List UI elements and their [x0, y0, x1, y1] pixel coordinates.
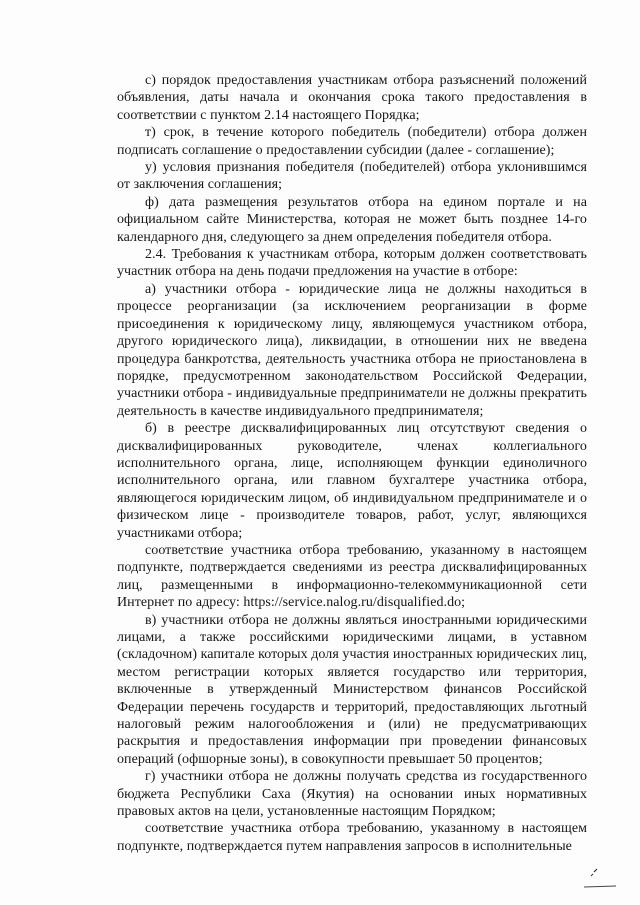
paragraph: т) срок, в течение которого победитель (победители) отбора должен подписать соглашение о предоставлении субсидии (далее - соглашение);: [117, 125, 587, 158]
paragraph: соответствие участника отбора требованию, указанному в настоящем подпункте, подтверждается путем направления запросов в исполнительные: [117, 821, 587, 854]
document-body: [117, 72, 587, 855]
paragraph: а) участники отбора - юридические лица не должны находиться в процессе реорганизации (за исключением реорганизации в форме присоединения к юридическому лицу, являющемуся участником отбора, другого юридического лица), ликвидации, в отношении них не введена процедура банкротства, деятельность участника отбора не приостановлена в порядке, предусмотренном законодательством Российской Федерации, участники отбора - индивидуальные предприниматели не должны прекратить деятельность в качестве индивидуального предпринимателя;: [117, 281, 587, 419]
paragraph: ф) дата размещения результатов отбора на едином портале и на официальном сайте Министерства, которая не может быть позднее 14-го календарного дня, следующего за днем определения победителя отбора.: [117, 194, 587, 245]
paragraph: с) порядок предоставления участникам отбора разъяснений положений объявления, даты начала и окончания срока такого предоставления в соответствии с пунктом 2.14 настоящего Порядка;: [117, 73, 587, 123]
paragraph: в) участники отбора не должны являться иностранными юридическими лицами, а также российскими юридическими лицами, в уставном (складочном) капитале которых доля участия иностранных юридических лиц, местом регистрации которых является государство или территория, включенные в утвержденный Министерством финансов Российской Федерации перечень государств и территорий, предоставляющих льготный налоговый режим налогообложения и (или) не предусматривающих раскрытия и предоставления информации при проведении финансовых операций (офшорные зоны), в совокупности превышает 50 процентов;: [117, 612, 587, 767]
paragraph: у) условия признания победителя (победителей) отбора уклонившимся от заключения соглашения;: [117, 160, 587, 193]
paragraph: г) участники отбора не должны получать средства из государственного бюджета Республики Саха (Якутия) на основании иных нормативных правовых актов на цели, установленные настоящим Порядком;: [117, 769, 587, 820]
paragraph: соответствие участника отбора требованию, указанному в настоящем подпункте, подтверждается сведениями из реестра дисквалифицированных лиц, размещенными в информационно-телекоммуникационной сети Интернет по адресу: https://service.nalog.ru/disqualified.do;: [117, 542, 587, 611]
paragraph: б) в реестре дисквалифицированных лиц отсутствуют сведения о дисквалифицированных руководителе, членах коллегиального исполнительного органа, лице, исполняющем функции единоличного исполнительного органа, или главном бухгалтере участника отбора, являющегося юридическим лицом, об индивидуальном предпринимателе и о физическом лице - производителе товаров, работ, услуг, являющихся участниками отбора;: [117, 421, 587, 541]
handwritten-mark: [580, 860, 620, 890]
paragraph: 2.4. Требования к участникам отбора, которым должен соответствовать участник отбора на день подачи предложения на участие в отборе:: [117, 247, 587, 280]
